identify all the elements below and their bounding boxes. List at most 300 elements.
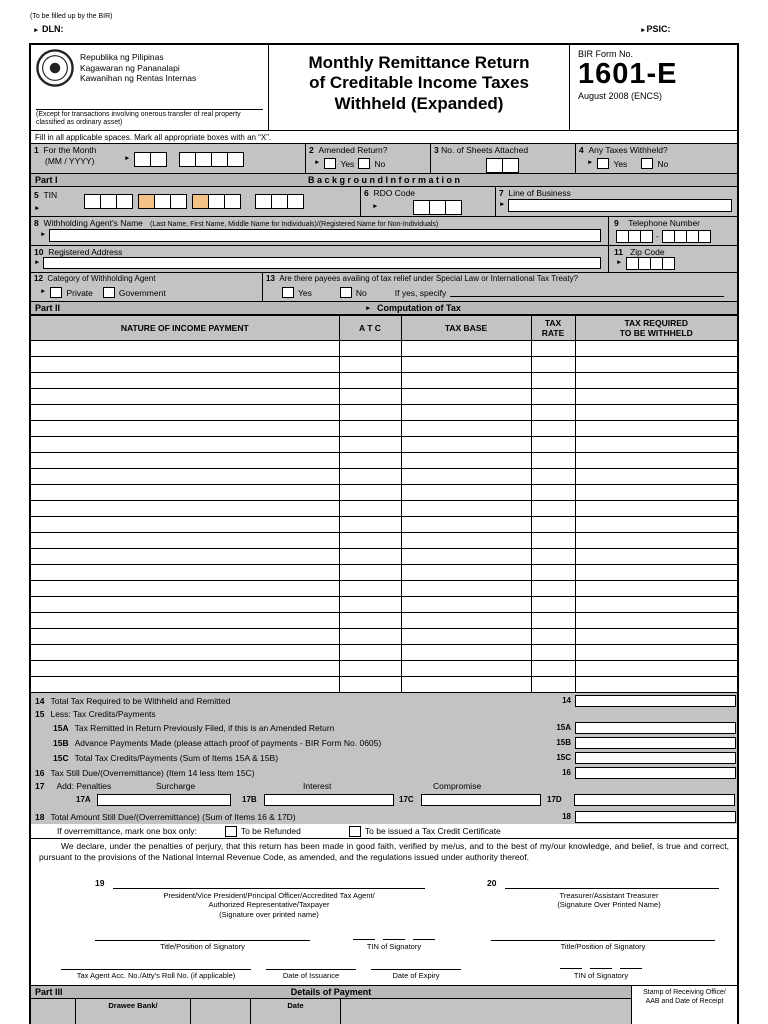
income-cell-rate[interactable]	[531, 421, 575, 437]
taxes-withheld-no-label: No	[657, 158, 669, 169]
overremittance-label: If overremittance, mark one box only:	[57, 826, 197, 836]
income-cell-atc[interactable]	[339, 613, 401, 629]
income-cell-nature[interactable]	[31, 485, 339, 501]
field-1-label: For the Month	[43, 145, 97, 155]
col-header-tax-rate-line2: RATE	[541, 328, 565, 338]
form-title-line-3: Withheld (Expanded)	[334, 93, 504, 113]
income-cell-nature[interactable]	[31, 533, 339, 549]
income-cell-nature[interactable]	[31, 357, 339, 373]
item-15a-number: 15A	[53, 722, 69, 733]
income-cell-base[interactable]	[401, 421, 531, 437]
income-cell-rate[interactable]	[531, 517, 575, 533]
income-cell-rate[interactable]	[531, 453, 575, 469]
signatory-19-role-line2: Authorized Representative/Taxpayer	[208, 900, 330, 910]
tax-agent-line[interactable]	[61, 969, 251, 970]
signatory-20-role-line1: Treasurer/Assistant Treasurer	[559, 891, 659, 900]
income-cell-rate[interactable]	[531, 341, 575, 357]
stamp-cell	[631, 986, 737, 1024]
tax-credit-certificate-label: To be issued a Tax Credit Certificate	[364, 826, 501, 836]
income-cell-required[interactable]	[575, 549, 737, 565]
income-cell-required[interactable]	[575, 453, 737, 469]
income-cell-nature[interactable]	[31, 565, 339, 581]
income-cell-base[interactable]	[401, 613, 531, 629]
relief-specify-input[interactable]	[450, 288, 724, 297]
registered-address-input[interactable]	[43, 257, 601, 269]
payment-header-row	[31, 999, 631, 1024]
item-17c-ref: 17C	[399, 795, 414, 804]
item-15a-amount-input[interactable]	[575, 722, 736, 734]
interest-amount-input[interactable]	[264, 794, 394, 806]
income-cell-atc[interactable]	[339, 517, 401, 533]
income-cell-nature[interactable]	[31, 405, 339, 421]
income-row-16	[31, 581, 737, 597]
col-header-tax-required	[575, 316, 737, 341]
part3-bar	[31, 986, 631, 999]
field-5-number: 5	[34, 189, 39, 200]
payment-col-amount[interactable]	[341, 999, 631, 1024]
income-cell-base[interactable]	[401, 373, 531, 389]
date-issuance-label: Date of Issuance	[282, 971, 340, 980]
col-header-atc: A T C	[339, 316, 401, 341]
income-cell-atc[interactable]	[339, 629, 401, 645]
income-cell-required[interactable]	[575, 389, 737, 405]
field-11-label: Zip Code	[630, 247, 665, 257]
income-cell-required[interactable]	[575, 677, 737, 693]
income-cell-nature[interactable]	[31, 581, 339, 597]
income-cell-atc[interactable]	[339, 597, 401, 613]
field-9-label: Telephone Number	[628, 218, 701, 228]
rdo-cell-3[interactable]	[445, 200, 462, 215]
item-15b-ref: 15B	[556, 738, 571, 747]
field-3-label: No. of Sheets Attached	[441, 145, 529, 155]
income-cell-base[interactable]	[401, 661, 531, 677]
filled-by-bir-note: (To be filled up by the BIR)	[30, 13, 113, 20]
fill-instruction: Fill in all applicable spaces. Mark all appropriate boxes with an “X”.	[35, 132, 272, 142]
phone-cell-7[interactable]	[698, 230, 711, 243]
agent-name-pointer-icon: ►	[40, 231, 47, 239]
income-cell-rate[interactable]	[531, 357, 575, 373]
relief-specify-label: If yes, specify	[394, 287, 447, 298]
rdo-cell-1[interactable]	[413, 200, 430, 215]
drawee-bank-label: Drawee Bank/	[108, 1001, 158, 1010]
income-cell-base[interactable]	[401, 485, 531, 501]
col-header-tax-rate-line1: TAX	[544, 318, 562, 328]
field-3-number: 3	[434, 145, 439, 155]
payment-col-date[interactable]	[251, 999, 341, 1024]
income-cell-base[interactable]	[401, 565, 531, 581]
item-15c-amount-input[interactable]	[575, 752, 736, 764]
item-17d-amount-input[interactable]	[574, 794, 735, 806]
income-cell-atc[interactable]	[339, 533, 401, 549]
part1-bar	[31, 174, 737, 187]
surcharge-amount-input[interactable]	[97, 794, 231, 806]
income-cell-base[interactable]	[401, 469, 531, 485]
tin-cell-8[interactable]	[208, 194, 225, 209]
item-16-amount-input[interactable]	[575, 767, 736, 779]
income-cell-nature[interactable]	[31, 645, 339, 661]
title-left-line[interactable]	[95, 940, 310, 941]
income-cell-base[interactable]	[401, 597, 531, 613]
tin-cell-5[interactable]	[154, 194, 171, 209]
date-expiry-label: Date of Expiry	[392, 971, 440, 980]
col-header-tax-rate	[531, 316, 575, 341]
field-12-category	[31, 273, 263, 301]
income-cell-rate[interactable]	[531, 373, 575, 389]
item-18-ref: 18	[562, 812, 571, 821]
income-cell-required[interactable]	[575, 373, 737, 389]
income-row-17	[31, 597, 737, 613]
item-16-ref: 16	[562, 768, 571, 777]
income-cell-nature[interactable]	[31, 549, 339, 565]
income-cell-rate[interactable]	[531, 629, 575, 645]
field-6-rdo-code	[361, 187, 496, 216]
income-cell-nature[interactable]	[31, 373, 339, 389]
category-private-checkbox[interactable]	[50, 287, 62, 298]
item-19-number: 19	[95, 878, 105, 888]
field-11-zip-code	[609, 246, 737, 272]
income-cell-required[interactable]	[575, 421, 737, 437]
line-of-business-input[interactable]	[508, 199, 732, 212]
form-header	[31, 45, 737, 131]
surcharge-label: Surcharge	[156, 781, 196, 791]
item-15c-row	[31, 750, 737, 765]
to-be-refunded-label: To be Refunded	[240, 826, 301, 836]
relief-yes-checkbox[interactable]	[282, 287, 294, 298]
item-14-amount-input[interactable]	[575, 695, 736, 707]
income-row-1	[31, 341, 737, 357]
income-cell-rate[interactable]	[531, 581, 575, 597]
income-row-10	[31, 485, 737, 501]
to-be-refunded-checkbox[interactable]	[225, 826, 237, 837]
item-15b-label: Advance Payments Made (please attach proof of payments - BIR Form No. 0605)	[74, 737, 382, 748]
income-cell-atc[interactable]	[339, 341, 401, 357]
tin-cell-7[interactable]	[192, 194, 209, 209]
item-17a-ref: 17A	[76, 795, 91, 804]
income-cell-rate[interactable]	[531, 613, 575, 629]
exception-note: (Except for transactions involving onerous transfer of real property classified as ordinary asset)	[36, 109, 263, 129]
col-header-nature: NATURE OF INCOME PAYMENT	[31, 316, 339, 341]
stamp-line1: Stamp of Receiving Office/	[643, 989, 726, 996]
compromise-amount-input[interactable]	[421, 794, 541, 806]
year-cell-3[interactable]	[211, 152, 228, 167]
income-row-18	[31, 613, 737, 629]
income-cell-nature[interactable]	[31, 677, 339, 693]
income-cell-base[interactable]	[401, 405, 531, 421]
item-16-number: 16	[35, 767, 45, 778]
tax-credit-certificate-checkbox[interactable]	[349, 826, 361, 837]
relief-no-checkbox[interactable]	[340, 287, 352, 298]
signatory-19-role-line1: President/Vice President/Principal Officer/Accredited Tax Agent/	[163, 891, 375, 900]
income-cell-rate[interactable]	[531, 485, 575, 501]
tax-agent-label: Tax Agent Acc. No./Atty's Roll No. (if applicable)	[76, 971, 236, 980]
sheets-cell-1[interactable]	[486, 158, 503, 173]
income-cell-rate[interactable]	[531, 565, 575, 581]
field-7-line-of-business	[496, 187, 737, 216]
field-1-for-the-month	[31, 144, 306, 173]
income-cell-required[interactable]	[575, 629, 737, 645]
income-cell-atc[interactable]	[339, 453, 401, 469]
income-cell-required[interactable]	[575, 661, 737, 677]
income-row-2	[31, 357, 737, 373]
signatory-19-role-line3: (Signature over printed name)	[219, 909, 319, 919]
dln-label: DLN:	[41, 24, 64, 34]
income-cell-rate[interactable]	[531, 549, 575, 565]
agent-name-input[interactable]	[49, 229, 601, 242]
field-6-number: 6	[364, 188, 369, 198]
computation-table	[31, 315, 737, 693]
zip-cell-4[interactable]	[662, 257, 675, 270]
year-cell-4[interactable]	[227, 152, 244, 167]
income-cell-rate[interactable]	[531, 501, 575, 517]
income-cell-required[interactable]	[575, 485, 737, 501]
income-cell-atc[interactable]	[339, 565, 401, 581]
income-row-21	[31, 661, 737, 677]
item-18-row	[31, 809, 737, 824]
income-cell-required[interactable]	[575, 341, 737, 357]
income-cell-atc[interactable]	[339, 421, 401, 437]
income-row-3	[31, 373, 737, 389]
psic-pointer-icon: ►	[640, 27, 647, 34]
amended-yes-checkbox[interactable]	[324, 158, 336, 169]
income-cell-base[interactable]	[401, 501, 531, 517]
income-cell-atc[interactable]	[339, 389, 401, 405]
computation-items	[31, 693, 737, 824]
field-4-taxes-withheld	[576, 144, 737, 173]
income-cell-atc[interactable]	[339, 373, 401, 389]
income-cell-rate[interactable]	[531, 389, 575, 405]
col-header-tax-base: TAX BASE	[401, 316, 531, 341]
field-3-sheets-attached	[431, 144, 576, 173]
income-cell-required[interactable]	[575, 469, 737, 485]
income-cell-required[interactable]	[575, 565, 737, 581]
amended-yes-label: Yes	[340, 158, 355, 169]
income-cell-base[interactable]	[401, 437, 531, 453]
field-13-number: 13	[266, 274, 275, 283]
tin-cell-9[interactable]	[224, 194, 241, 209]
amended-no-checkbox[interactable]	[358, 158, 370, 169]
category-government-label: Government	[118, 287, 166, 298]
tin-cell-4[interactable]	[138, 194, 155, 209]
item-18-label: Total Amount Still Due/(Overremittance) (Sum of Items 16 & 17D)	[50, 811, 296, 822]
part2-bar	[31, 302, 737, 315]
income-cell-base[interactable]	[401, 645, 531, 661]
income-cell-required[interactable]	[575, 645, 737, 661]
income-cell-atc[interactable]	[339, 405, 401, 421]
tin-branch-cell-3[interactable]	[287, 194, 304, 209]
item-14-row	[31, 693, 737, 708]
date-issuance-line[interactable]	[266, 969, 356, 970]
title-right-line[interactable]	[491, 940, 715, 941]
income-cell-base[interactable]	[401, 341, 531, 357]
income-cell-nature[interactable]	[31, 517, 339, 533]
income-cell-rate[interactable]	[531, 597, 575, 613]
field-11-number: 11	[614, 247, 623, 257]
month-pointer-icon: ►	[124, 155, 131, 163]
tin-right-segments[interactable]	[521, 961, 681, 971]
computation-table-body	[31, 341, 737, 693]
item-17d-ref: 17D	[547, 795, 562, 804]
zip-pointer-icon: ►	[616, 259, 623, 267]
income-cell-rate[interactable]	[531, 645, 575, 661]
compromise-label: Compromise	[433, 781, 482, 791]
signature-19-line[interactable]	[113, 888, 425, 889]
taxes-withheld-no-checkbox[interactable]	[641, 158, 653, 169]
item-15b-amount-input[interactable]	[575, 737, 736, 749]
title-right-label: Title/Position of Signatory	[560, 942, 646, 951]
income-cell-base[interactable]	[401, 357, 531, 373]
tin-right-label: TIN of Signatory	[573, 971, 629, 980]
item-17b-ref: 17B	[242, 795, 257, 804]
item-15-number: 15	[35, 709, 45, 719]
tin-pointer-icon: ►	[34, 204, 41, 212]
relief-yes-label: Yes	[298, 287, 312, 298]
income-row-9	[31, 469, 737, 485]
income-cell-required[interactable]	[575, 357, 737, 373]
income-cell-base[interactable]	[401, 629, 531, 645]
income-cell-nature[interactable]	[31, 661, 339, 677]
income-cell-rate[interactable]	[531, 533, 575, 549]
income-cell-base[interactable]	[401, 453, 531, 469]
income-row-12	[31, 517, 737, 533]
income-cell-required[interactable]	[575, 613, 737, 629]
income-row-6	[31, 421, 737, 437]
signature-20-line[interactable]	[505, 888, 719, 889]
income-cell-atc[interactable]	[339, 677, 401, 693]
income-cell-required[interactable]	[575, 597, 737, 613]
income-cell-required[interactable]	[575, 437, 737, 453]
income-cell-atc[interactable]	[339, 645, 401, 661]
part2-label: Part II	[35, 303, 61, 313]
income-cell-rate[interactable]	[531, 405, 575, 421]
month-cell-1[interactable]	[134, 152, 151, 167]
tin-branch-cell-2[interactable]	[271, 194, 288, 209]
income-cell-required[interactable]	[575, 501, 737, 517]
income-row-4	[31, 389, 737, 405]
income-cell-nature[interactable]	[31, 597, 339, 613]
form-title-line-1: Monthly Remittance Return	[308, 53, 530, 72]
tin-cell-1[interactable]	[84, 194, 101, 209]
income-cell-required[interactable]	[575, 405, 737, 421]
income-cell-base[interactable]	[401, 549, 531, 565]
payment-col-drawee[interactable]	[76, 999, 191, 1024]
income-cell-atc[interactable]	[339, 437, 401, 453]
field-8-agent-name	[31, 217, 609, 245]
income-cell-base[interactable]	[401, 533, 531, 549]
rdo-pointer-icon: ►	[372, 203, 379, 211]
income-cell-nature[interactable]	[31, 437, 339, 453]
agency-line-2: Kagawaran ng Pananalapi	[80, 62, 180, 73]
income-cell-base[interactable]	[401, 517, 531, 533]
relief-no-label: No	[355, 287, 367, 298]
tin-branch-cell-1[interactable]	[255, 194, 272, 209]
tin-cell-2[interactable]	[100, 194, 117, 209]
income-cell-rate[interactable]	[531, 469, 575, 485]
field-10-registered-address	[31, 246, 609, 272]
tin-cell-3[interactable]	[116, 194, 133, 209]
tin-cell-6[interactable]	[170, 194, 187, 209]
rdo-cell-2[interactable]	[429, 200, 446, 215]
field-9-number: 9	[614, 218, 619, 228]
income-cell-base[interactable]	[401, 677, 531, 693]
payment-col-number[interactable]	[191, 999, 251, 1024]
month-cell-2[interactable]	[150, 152, 167, 167]
year-cell-2[interactable]	[195, 152, 212, 167]
date-label: Date	[287, 1001, 304, 1010]
tin-mid-segments[interactable]	[331, 932, 457, 942]
year-cell-1[interactable]	[179, 152, 196, 167]
income-row-13	[31, 533, 737, 549]
psic-label: PSIC:	[646, 24, 671, 34]
income-cell-nature[interactable]	[31, 469, 339, 485]
income-cell-nature[interactable]	[31, 341, 339, 357]
item-15-row	[31, 708, 737, 720]
income-cell-nature[interactable]	[31, 389, 339, 405]
overremittance-row	[31, 824, 737, 838]
income-cell-base[interactable]	[401, 581, 531, 597]
income-cell-atc[interactable]	[339, 661, 401, 677]
item-17-boxes-row	[31, 792, 737, 809]
income-cell-nature[interactable]	[31, 421, 339, 437]
field-7-label: Line of Business	[508, 188, 571, 198]
business-pointer-icon: ►	[499, 201, 506, 209]
income-cell-nature[interactable]	[31, 613, 339, 629]
income-cell-base[interactable]	[401, 389, 531, 405]
income-cell-atc[interactable]	[339, 501, 401, 517]
field-9-telephone: 9 Telephone Number -	[609, 217, 737, 245]
field-12-number: 12	[34, 274, 43, 283]
amended-pointer-icon: ►	[314, 159, 321, 167]
part2-title: Computation of Tax	[377, 303, 461, 313]
field-5-label: TIN	[43, 189, 58, 200]
income-cell-atc[interactable]	[339, 357, 401, 373]
part2-pointer-icon: ►	[365, 305, 372, 312]
agency-line-1: Republika ng Pilipinas	[80, 52, 164, 62]
item-15a-row	[31, 720, 737, 735]
income-cell-rate[interactable]	[531, 661, 575, 677]
income-cell-required[interactable]	[575, 581, 737, 597]
item-18-number: 18	[35, 811, 45, 822]
part3-title: Details of Payment	[290, 987, 372, 997]
taxes-withheld-yes-checkbox[interactable]	[597, 158, 609, 169]
field-10-number: 10	[34, 247, 44, 257]
category-government-checkbox[interactable]	[103, 287, 115, 298]
income-cell-nature[interactable]	[31, 453, 339, 469]
income-cell-atc[interactable]	[339, 469, 401, 485]
item-18-amount-input[interactable]	[575, 811, 736, 823]
field-1-number: 1	[34, 145, 39, 155]
sheets-cell-2[interactable]	[502, 158, 519, 173]
income-cell-atc[interactable]	[339, 549, 401, 565]
income-cell-rate[interactable]	[531, 677, 575, 693]
date-expiry-line[interactable]	[371, 969, 461, 970]
form-title-line-2: of Creditable Income Taxes	[309, 73, 529, 93]
agency-line-3: Kawanihan ng Rentas Internas	[80, 73, 197, 84]
item-15b-number: 15B	[53, 737, 69, 748]
field-4-label: Any Taxes Withheld?	[588, 145, 668, 155]
payment-col-blank[interactable]	[31, 999, 76, 1024]
income-cell-required[interactable]	[575, 517, 737, 533]
income-row-15	[31, 565, 737, 581]
income-cell-required[interactable]	[575, 533, 737, 549]
field-7-number: 7	[499, 188, 504, 198]
income-cell-rate[interactable]	[531, 437, 575, 453]
phone-cell-3[interactable]	[640, 230, 653, 243]
income-cell-atc[interactable]	[339, 581, 401, 597]
income-cell-nature[interactable]	[31, 629, 339, 645]
category-private-label: Private	[66, 287, 93, 298]
income-cell-nature[interactable]	[31, 501, 339, 517]
income-cell-atc[interactable]	[339, 485, 401, 501]
